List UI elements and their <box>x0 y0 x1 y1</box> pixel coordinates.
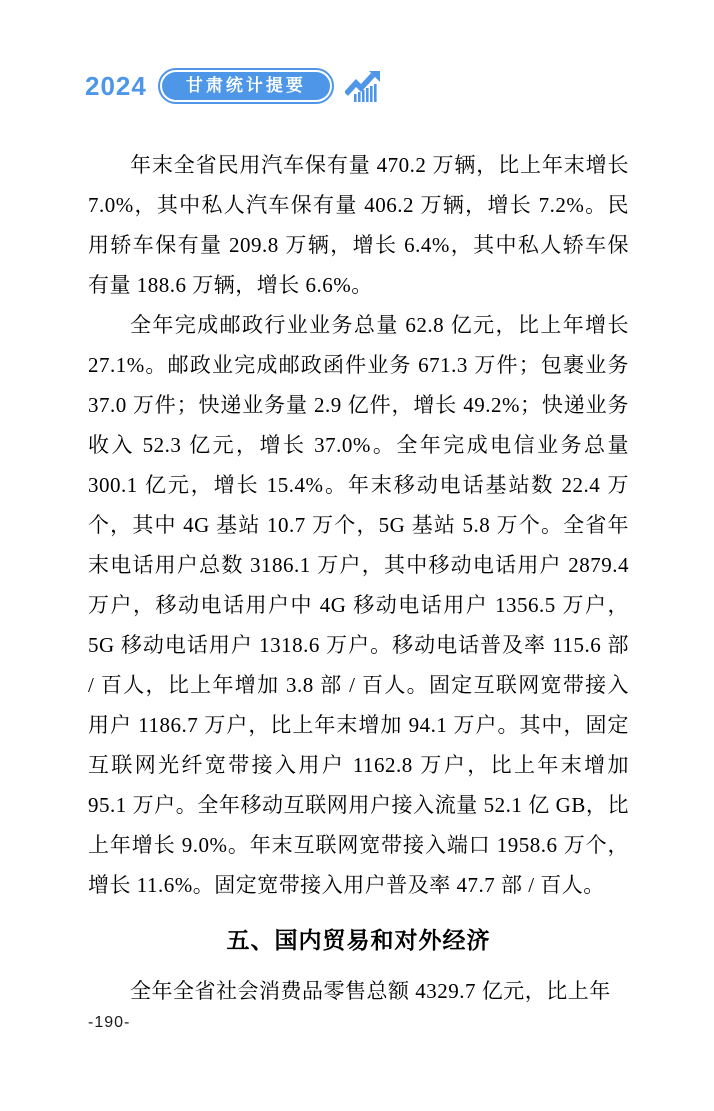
header-badge <box>158 68 334 104</box>
paragraph-retail-sales: 全年全省社会消费品零售总额 4329.7 亿元，比上年 <box>130 979 611 1003</box>
paragraph-post-and-telecom: 全年完成邮政行业业务总量 62.8 亿元，比上年增长 27.1%。邮政业完成邮政函件业务 671.3 万件；包裹业务 37.0 万件；快递业务量 2.9 亿件，增长 49.2%；快递业务收入 52.3 亿元，增长 37.0%。全年完成电信业务总量 300.1 亿元，增长 15.4%。年末移动电话基站数 22.4 万个，其中 4G 基站 10.7 万个，5G 基站 5.8 万个。全省年末电话用户总数 3186.1 万户，其中移动电话用户 2879.4 万户，移动电话用户中 4G 移动电话用户 1356.5 万户，5G 移动电话用户 1318.6 万户。移动电话普及率 115.6 部 / 百人，比上年增加 3.8 部 / 百人。固定互联网宽带接入用户 1186.7 万户，比上年末增加 94.1 万户。其中，固定互联网光纤宽带接入用户 1162.8 万户，比上年末增加 95.1 万户。全年移动互联网用户接入流量 52.1 亿 GB，比上年增长 9.0%。年末互联网宽带接入端口 1958.6 万个，增长 11.6%。固定宽带接入用户普及率 47.7 部 / 百人。 <box>88 313 629 897</box>
page-number: -190- <box>88 1014 131 1031</box>
paragraph-vehicle-ownership: 年末全省民用汽车保有量 470.2 万辆，比上年末增长 7.0%，其中私人汽车保有量 406.2 万辆，增长 7.2%。民用轿车保有量 209.8 万辆，增长 6.4%，其中私人轿车保有量 188.6 万辆，增长 6.6%。 <box>88 153 629 297</box>
page-header <box>85 68 381 104</box>
trend-chart-icon <box>345 71 381 102</box>
document-body <box>88 145 629 1011</box>
header-badge-label: 甘肃统计提要 <box>162 72 330 100</box>
header-year: 2024 <box>85 71 147 101</box>
page-footer <box>88 1014 130 1032</box>
section-heading: 五、国内贸易和对外经济 <box>226 927 491 953</box>
